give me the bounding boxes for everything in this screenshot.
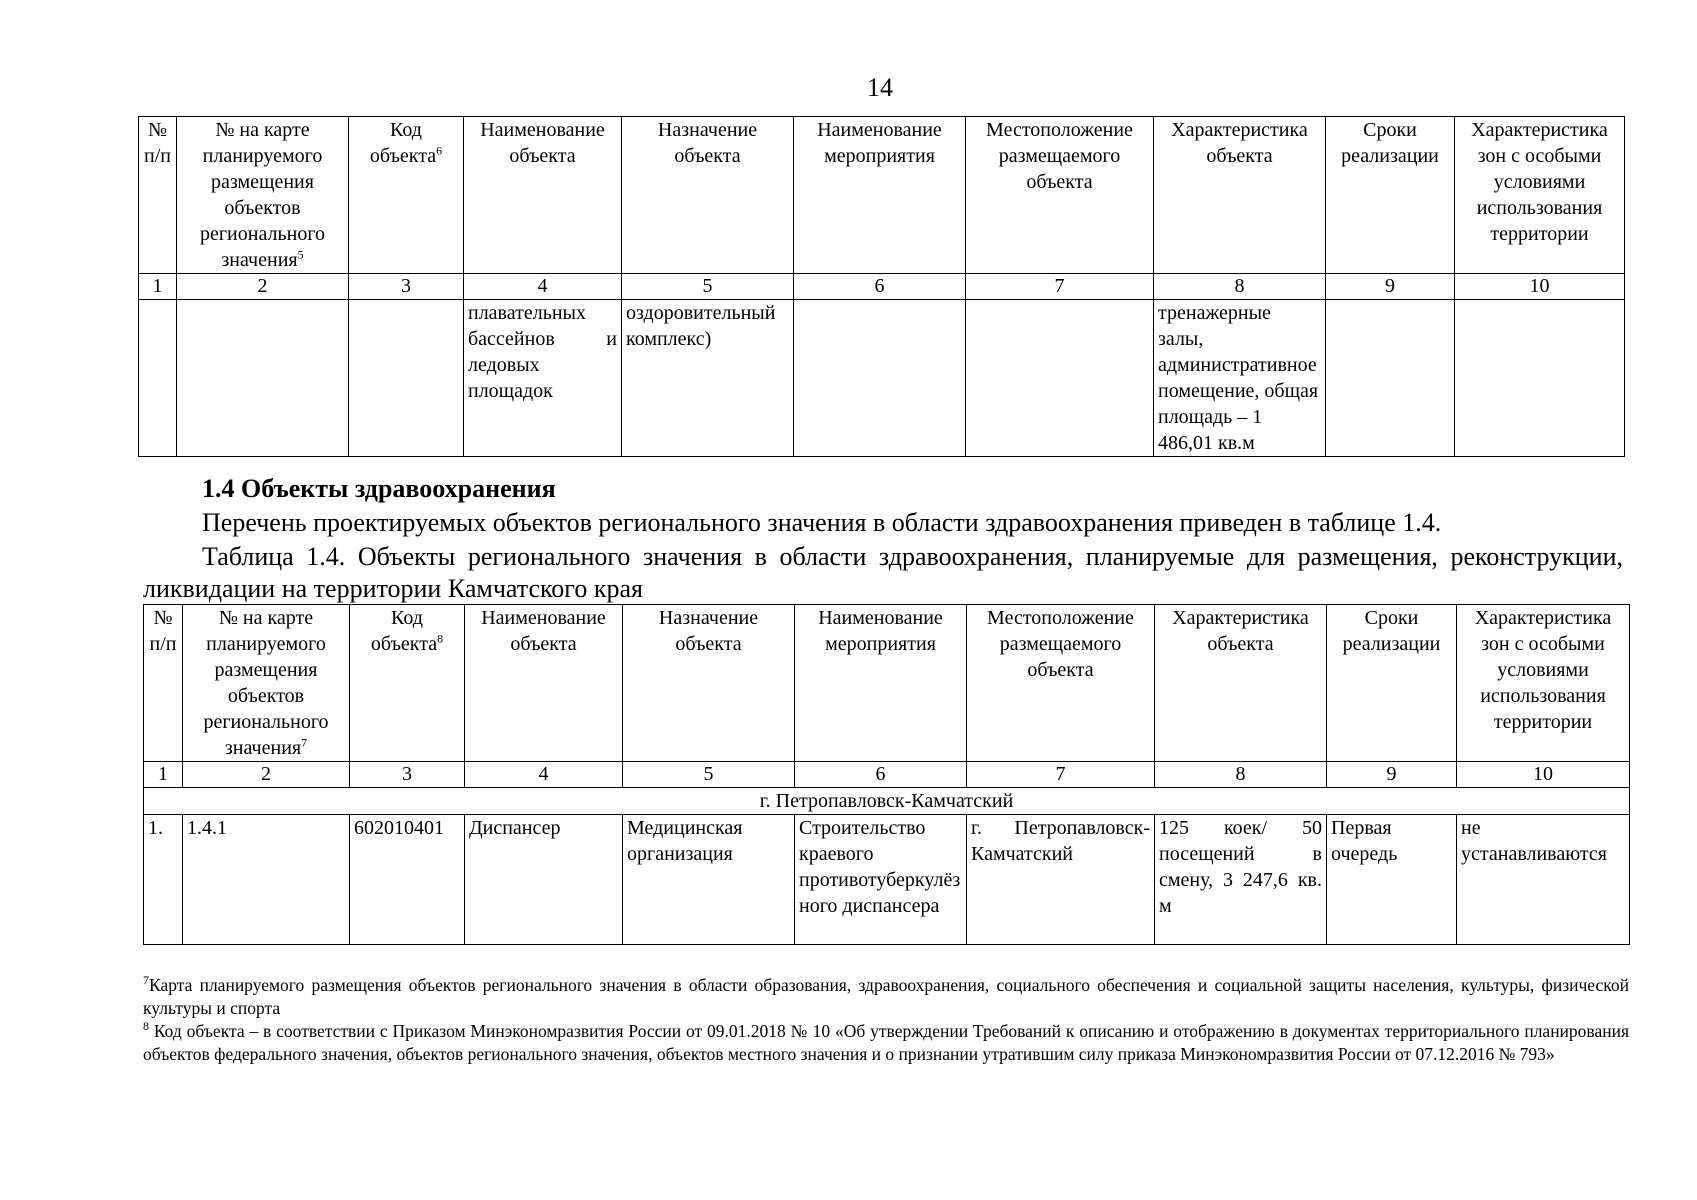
cell-row-number: 1. (144, 815, 183, 945)
col-header-zones: Характеристика зон с особыми условиями использования территории (1455, 117, 1625, 274)
cell-empty (1455, 300, 1625, 457)
column-number: 6 (794, 274, 966, 300)
column-number: 9 (1326, 274, 1455, 300)
footnote: $^8$ Код объекта – в соответствии с Приказом Минэкономразвития России от 09.01.2018 № 10 «Об утверждении Требований к описанию и отображению в документах территориального планирования объектов федерального значения, объектов регионального значения, объектов местного значения и о признании утратившим силу приказа Минэкономразвития России от 07.12.2016 № 793» (143, 1019, 1630, 1064)
col-header-location: Местоположение размещаемого объекта (967, 605, 1155, 762)
column-number: 3 (350, 762, 465, 788)
col-header-activity: Наименование мероприятия (794, 117, 966, 274)
column-number-row (144, 762, 1630, 788)
cell-timeline: Первая очередь (1327, 815, 1457, 945)
column-number: 8 (1154, 274, 1326, 300)
col-header-timeline: Сроки реализации (1327, 605, 1457, 762)
column-number: 8 (1155, 762, 1327, 788)
column-number: 1 (144, 762, 183, 788)
cell-code: 602010401 (350, 815, 465, 945)
column-number: 6 (795, 762, 967, 788)
section-intro: Перечень проектируемых объектов регионального значения в области здравоохранения приведен в таблице 1.4. (202, 508, 1442, 537)
column-number: 3 (349, 274, 464, 300)
col-header-name: Наименование объекта (465, 605, 623, 762)
col-header-zones: Характеристика зон с особыми условиями использования территории (1457, 605, 1630, 762)
col-header-purpose: Назначение объекта (623, 605, 795, 762)
column-number: 2 (183, 762, 350, 788)
cell-characteristics: 125 коек/ 50 посещений в смену, 3 247,6 кв. м (1155, 815, 1327, 945)
table-header-row (144, 605, 1630, 762)
cell-characteristics: тренажерные залы, административное помещение, общая площадь – 1 486,01 кв.м (1154, 300, 1326, 457)
col-header-code: Код объекта$^8$ (350, 605, 465, 762)
section-heading: 1.4 Объекты здравоохранения (202, 474, 556, 503)
cell-map-number: 1.4.1 (183, 815, 350, 945)
table-row (139, 300, 1625, 457)
page-number: 14 (867, 73, 893, 102)
city-name: г. Петропавловск-Камчатский (144, 788, 1630, 815)
col-header-number: № п/п (139, 117, 177, 274)
cell-purpose: Медицинская организация (623, 815, 795, 945)
col-header-purpose: Назначение объекта (622, 117, 794, 274)
col-header-activity: Наименование мероприятия (795, 605, 967, 762)
column-number: 7 (966, 274, 1154, 300)
col-header-timeline: Сроки реализации (1326, 117, 1455, 274)
column-number: 7 (967, 762, 1155, 788)
col-header-map-number: № на карте планируемого размещения объектов регионального значения$^5$ (177, 117, 349, 274)
column-number: 10 (1457, 762, 1630, 788)
cell-name: Диспансер (465, 815, 623, 945)
col-header-name: Наименование объекта (464, 117, 622, 274)
cell-location: г. Петропавловск-Камчатский (967, 815, 1155, 945)
column-number: 2 (177, 274, 349, 300)
cell-name: плавательных бассейнов и ледовых площадок (464, 300, 622, 457)
col-header-characteristics: Характеристика объекта (1155, 605, 1327, 762)
table-continuation (138, 116, 1625, 457)
table-row (144, 815, 1630, 945)
col-header-number: № п/п (144, 605, 183, 762)
footnote: $^7$Карта планируемого размещения объектов регионального значения в области образования, здравоохранения, социального обеспечения и социальной защиты населения, культуры, физической культуры и спорта (143, 973, 1629, 1018)
column-number: 9 (1327, 762, 1457, 788)
cell-empty (139, 300, 177, 457)
table-header-row (139, 117, 1625, 274)
cell-empty (177, 300, 349, 457)
table-caption: Таблица 1.4. Объекты регионального значения в области здравоохранения, планируемые для размещения, реконструкции, ликвидации на территории Камчатского края (143, 542, 1623, 603)
cell-empty (794, 300, 966, 457)
cell-empty (966, 300, 1154, 457)
col-header-map-number: № на карте планируемого размещения объектов регионального значения$^7$ (183, 605, 350, 762)
cell-zones: не устанавливаются (1457, 815, 1630, 945)
column-number: 10 (1455, 274, 1625, 300)
cell-empty (349, 300, 464, 457)
column-number: 4 (465, 762, 623, 788)
cell-activity: Строительство краевого противотуберкулёзного диспансера (795, 815, 967, 945)
col-header-location: Местоположение размещаемого объекта (966, 117, 1154, 274)
cell-empty (1326, 300, 1455, 457)
column-number: 5 (622, 274, 794, 300)
col-header-code: Код объекта$^6$ (349, 117, 464, 274)
col-header-characteristics: Характеристика объекта (1154, 117, 1326, 274)
table-1-4 (143, 604, 1630, 945)
column-number-row (139, 274, 1625, 300)
cell-purpose: оздоровительный комплекс) (622, 300, 794, 457)
column-number: 4 (464, 274, 622, 300)
footnotes (143, 974, 1629, 1066)
column-number: 1 (139, 274, 177, 300)
column-number: 5 (623, 762, 795, 788)
city-group-row (144, 788, 1630, 815)
